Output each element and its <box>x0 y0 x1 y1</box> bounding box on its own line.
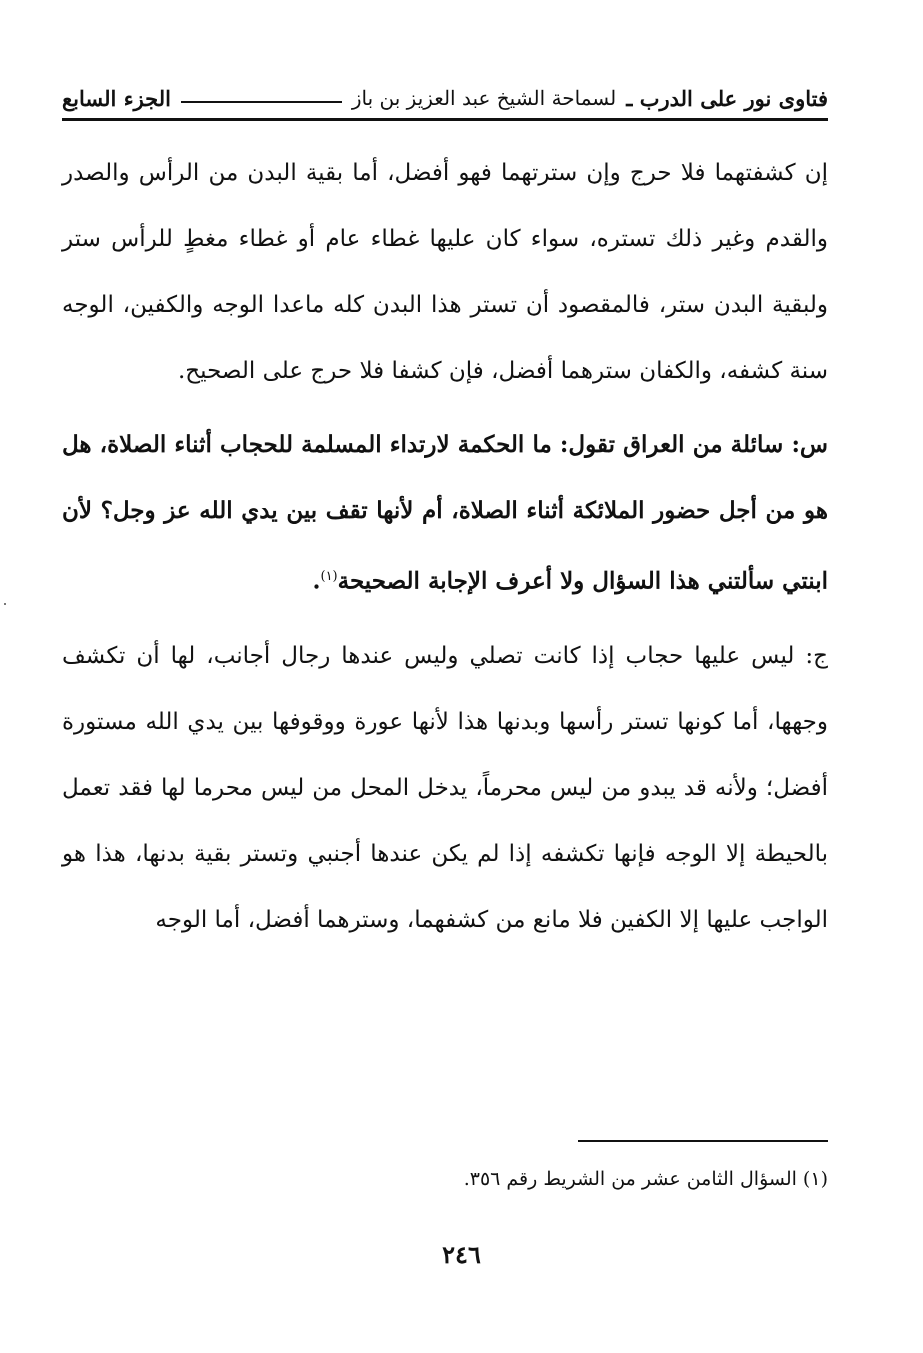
footnote: (١) السؤال الثامن عشر من الشريط رقم ٣٥٦. <box>463 1168 828 1190</box>
scan-speck <box>4 603 6 605</box>
answer-paragraph <box>62 623 828 953</box>
page-body <box>62 140 828 953</box>
volume-label: الجزء السابع <box>62 85 171 111</box>
running-header <box>62 78 828 121</box>
answer-marker: ج: <box>805 642 828 669</box>
paragraph: إن كشفتهما فلا حرج وإن سترتهما فهو أفضل، أما بقية البدن من الرأس والصدر والقدم وغير ذلك تستره، سواء كان عليها غطاء عام أو غطاء مغطٍ للرأس ستر ولبقية البدن ستر، فالمقصود أن تستر هذا البدن كله ماعدا الوجه والكفين، الوجه سنة كشفه، والكفان سترهما أفضل، فإن كشفا فلا حرج على الصحيح. <box>62 160 828 384</box>
footnote-rule <box>578 1140 828 1142</box>
question-end: . <box>312 567 321 595</box>
question-text: سائلة من العراق تقول: ما الحكمة لارتداء المسلمة للحجاب أثناء الصلاة، هل هو من أجل حضور الملائكة أثناء الصلاة، أم لأنها تقف بين يدي الله عز وجل؟ لأن ابنتي سألتني هذا السؤال ولا أعرف الإجابة الصحيحة <box>62 431 828 595</box>
question-marker: س: <box>791 431 829 458</box>
question-paragraph <box>62 412 828 615</box>
header-rule <box>181 101 342 103</box>
footnote-reference: (١) <box>320 569 338 584</box>
author-line: لسماحة الشيخ عبد العزيز بن باز <box>351 86 617 110</box>
answer-text: ليس عليها حجاب إذا كانت تصلي وليس عندها رجال أجانب، لها أن تكشف وجهها، أما كونها تستر رأسها وبدنها هذا لأنها عورة ووقوفها بين يدي الله مستورة أفضل؛ ولأنه قد يبدو من ليس محرماً، يدخل المحل من ليس محرما لها فقد تعمل بالحيطة إلا الوجه فإنها تكشفه إذا لم يكن عندها أجنبي وتستر بقية بدنها، هذا هو الواجب عليها إلا الكفين فلا مانع من كشفهما، وسترهما أفضل، أما الوجه <box>62 642 828 933</box>
page-number: ٢٤٦ <box>442 1240 481 1269</box>
book-title: فتاوى نور على الدرب ـ <box>626 85 828 111</box>
